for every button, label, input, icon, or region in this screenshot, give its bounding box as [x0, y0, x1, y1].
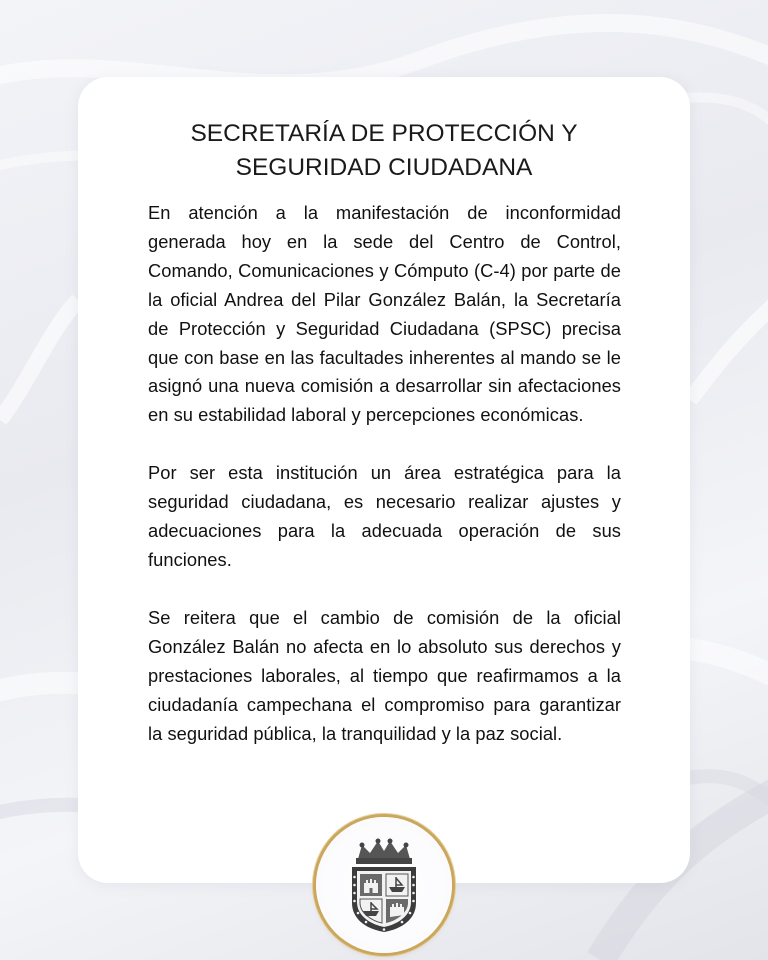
paragraph-3: Se reitera que el cambio de comisión de la oficial González Balán no afecta en lo absoluto sus derechos y prestaciones laborales, al tiempo que reafirmamos a la ciudadanía campechana el compromiso para garantizar la seguridad pública, la tranquilidad y la paz social. — [148, 606, 621, 744]
official-seal — [316, 817, 452, 953]
paragraph-2: Por ser esta institución un área estratégica para la seguridad ciudadana, es necesario realizar ajustes y adecuaciones para la adecuada operación de sus funciones. — [148, 462, 621, 570]
title-line-1: SECRETARÍA DE PROTECCIÓN Y — [190, 120, 578, 147]
statement-card — [78, 77, 690, 883]
coat-of-arms-icon — [346, 837, 422, 933]
document-title — [78, 117, 690, 185]
paragraph-1: En atención a la manifestación de inconformidad generada hoy en la sede del Centro de Control, Comando, Comunicaciones y Cómputo (C-4) por parte de la oficial Andrea del Pilar González Balán, la Secretaría de Protección y Seguridad Ciudadana (SPSC) precisa que con base en las facultades inherentes al mando se le asignó una nueva comisión a desarrollar sin afectaciones en su estabilidad laboral y percepciones económicas. — [148, 202, 621, 426]
title-line-2: SEGURIDAD CIUDADANA — [235, 154, 533, 181]
statement-body — [148, 199, 621, 777]
